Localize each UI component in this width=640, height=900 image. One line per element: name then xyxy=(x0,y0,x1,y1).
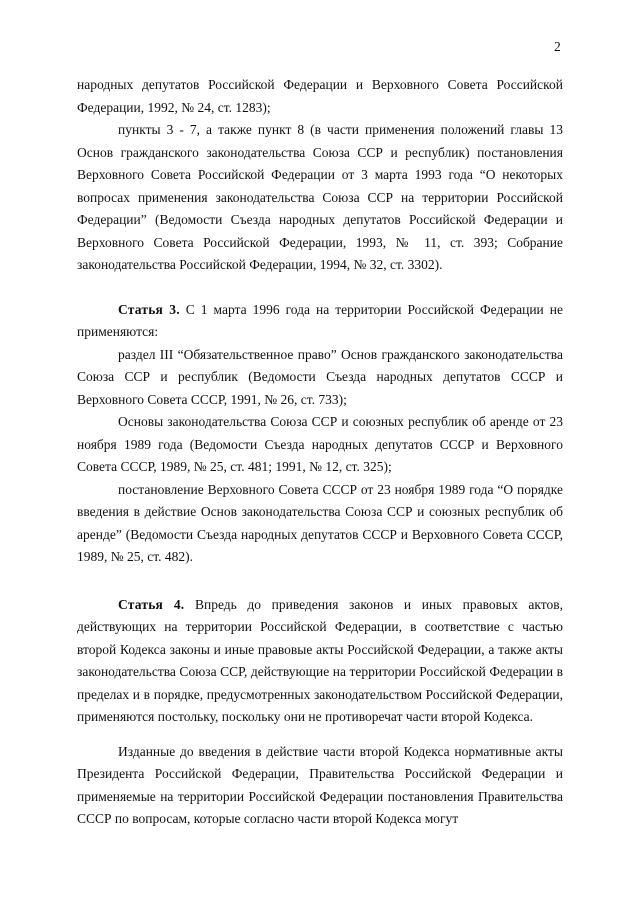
paragraph-text: Основы законодательства Союза ССР и союзных республик об аренде от 23 ноября 1989 года (Ведомости Съезда народных депутатов СССР и Верховного Совета СССР, 1989, № 25, ст. 481; 1991, № 12, ст. 325); xyxy=(77,414,563,474)
paragraph-points-3-7 xyxy=(77,119,563,277)
page-number: 2 xyxy=(554,39,561,54)
paragraph-text: Впредь до приведения законов и иных правовых актов, действующих на территории Российской Федерации, в соответствие с частью второй Кодекса законы и иные правовые акты Российской Федерации, а также акты законодательства Союза ССР, действующие на территории Российской Федерации в пределах и в порядке, предусмотренных законодательством Российской Федерации, применяются постольку, поскольку они не противоречат части второй Кодекса. xyxy=(77,596,564,724)
paragraph-normative-acts xyxy=(77,741,563,831)
article-3 xyxy=(77,299,563,344)
paragraph-text: пункты 3 - 7, а также пункт 8 (в части применения положений главы 13 Основ гражданского законодательства Союза ССР и республик) постановления Верховного Совета Российской Федерации от 3 марта 1993 года “О некоторых вопросах применения законодательства Союза ССР на территории Российской Федерации” (Ведомости Съезда народных депутатов Российской Федерации и Верховного Совета Российской Федерации, 1993, № 11, ст. 393; Собрание законодательства Российской Федерации, 1994, № 32, ст. 3302). xyxy=(77,122,563,272)
paragraph-resolution-1989 xyxy=(77,479,563,569)
paragraph-continuation xyxy=(77,74,563,119)
paragraph-lease-fundamentals xyxy=(77,411,563,479)
article-4 xyxy=(77,594,563,729)
paragraph-text: постановление Верховного Совета СССР от 23 ноября 1989 года “О порядке введения в действие Основ законодательства Союза ССР и союзных республик об аренде” (Ведомости Съезда народных депутатов СССР и Верховного Совета СССР, 1989, № 25, ст. 482). xyxy=(77,481,563,564)
paragraph-text: раздел III “Обязательственное право” Основ гражданского законодательства Союза ССР и республик (Ведомости Съезда народных депутатов СССР и Верховного Совета СССР, 1991, № 26, ст. 733); xyxy=(77,346,563,407)
paragraph-text: С 1 марта 1996 года на территории Российской Федерации не применяются: xyxy=(77,301,563,339)
document-body xyxy=(77,74,563,831)
article-3-label: Статья 3. xyxy=(118,301,180,317)
article-4-label: Статья 4. xyxy=(118,596,185,612)
paragraph-text: народных депутатов Российской Федерации и Верховного Совета Российской Федерации, 1992, № 24, ст. 1283); xyxy=(77,77,563,115)
paragraph-section-iii xyxy=(77,344,563,412)
paragraph-text: Изданные до введения в действие части второй Кодекса нормативные акты Президента Российской Федерации, Правительства Российской Федерации и применяемые на территории Российской Федерации постановления Правительства СССР по вопросам, которые согласно части второй Кодекса могут xyxy=(77,743,563,826)
